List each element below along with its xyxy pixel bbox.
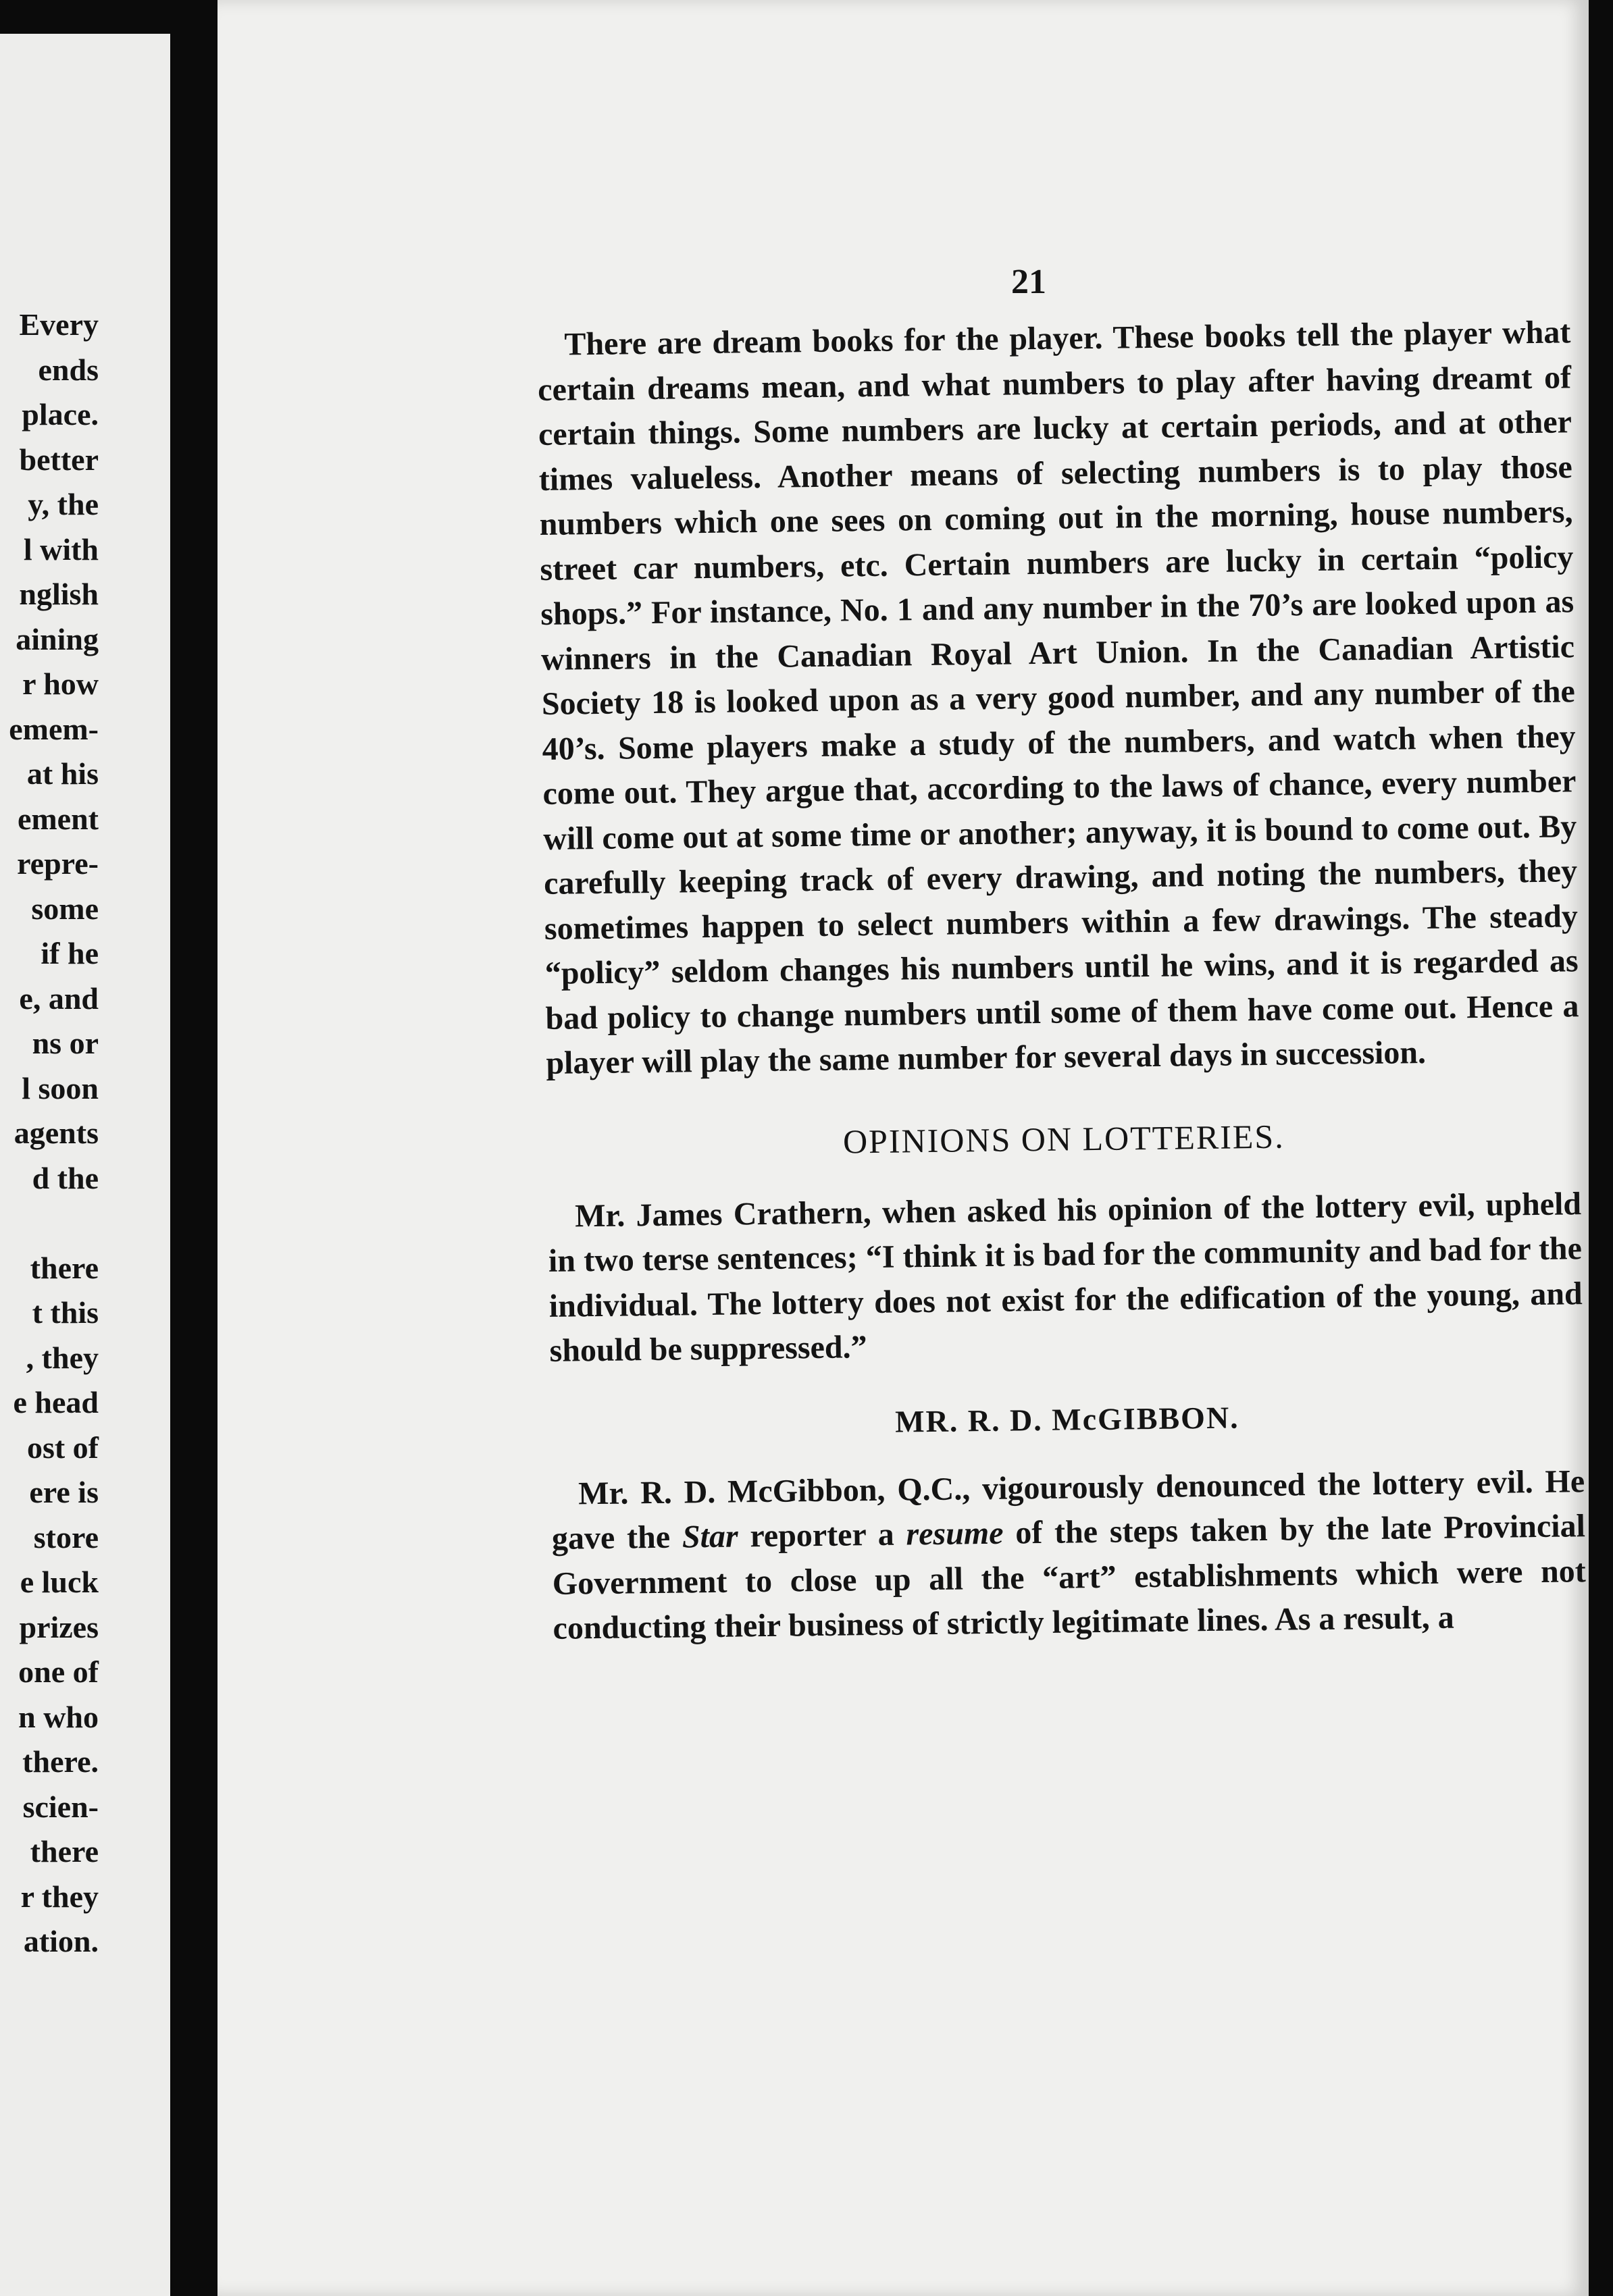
left-page-fragment: repre- xyxy=(17,846,99,881)
left-page-fragment: e luck xyxy=(20,1565,99,1599)
left-page-fragment: if he xyxy=(41,936,99,970)
left-page-fragment: y, the xyxy=(28,487,99,521)
left-page-text-fragments xyxy=(0,303,170,1964)
paragraph-3-text-2: reporter a xyxy=(738,1516,906,1555)
paragraph-dream-books: There are dream books for the player. These books tell the player what certain dreams mean, and what numbers to play after having dreamt of certain things. Some numbers are lucky at certain periods, and at other times valueless. Another means of selecting numbers is to play those numbers which one sees on coming out in the morning, house numbers, street car numbers, etc. Certain numbers are lucky in certain “policy shops.” For instance, No. 1 and any number in the 70’s are looked upon as winners in the Canadian Royal Art Union. In the Canadian Artistic Society 18 is looked upon as a very good number, and any number of the 40’s. Some players make a study of the numbers, and watch when they come out. They argue that, according to the laws of chance, every number will come out at some time or another; anyway, it is bound to come out. By carefully keeping track of every drawing, and noting the numbers, they sometimes happen to select numbers within a few drawings. The steady “policy” seldom changes his numbers until he wins, and it is regarded as bad policy to change numbers until some of them have come out. Hence a player will play the same number for several days in succession. xyxy=(537,314,1579,1081)
left-page-fragment xyxy=(0,1201,170,1246)
left-page-fragment: d the xyxy=(32,1160,99,1195)
left-page-fragment: aining xyxy=(16,621,99,656)
word-resume: resume xyxy=(906,1515,1004,1553)
left-page-fragment: there xyxy=(30,1834,99,1869)
left-page-fragment: e head xyxy=(13,1385,99,1419)
newspaper-name-star: Star xyxy=(682,1518,738,1555)
left-page-fragment: l with xyxy=(23,531,99,567)
page-number: 21 xyxy=(1011,263,1046,301)
left-page-fragment: at his xyxy=(26,756,99,791)
page-body xyxy=(537,310,1587,1651)
left-page-fragment: place. xyxy=(22,397,99,432)
left-page-fragment: ere is xyxy=(29,1475,99,1509)
paragraph-crathern-opinion: Mr. James Crathern, when asked his opinion of the lottery evil, upheld in two terse sentences; “I think it is bad for the community and bad for the individual. The lottery does not exist for the edification of the young, and should be suppressed.” xyxy=(548,1185,1583,1369)
paragraph-3-text-3: of the steps taken by the late Provincial Government to close up all the “art” establishments which were not conducting their business of strictly legitimate lines. As a result, a xyxy=(552,1508,1587,1646)
left-page-fragment: r they xyxy=(20,1879,99,1914)
heading-mcgibbon: MR. R. D. McGIBBON. xyxy=(894,1399,1239,1439)
left-page-fragment: agents xyxy=(14,1116,99,1150)
left-page xyxy=(0,34,170,2296)
left-page-fragment: n who xyxy=(18,1699,99,1734)
paragraph-mcgibbon-opinion xyxy=(551,1459,1587,1652)
left-page-fragment: store xyxy=(33,1519,99,1555)
left-page-fragment: ost of xyxy=(26,1430,99,1465)
left-page-fragment: nglish xyxy=(19,577,99,611)
left-page-fragment: one of xyxy=(18,1654,99,1689)
left-page-fragment: t this xyxy=(32,1295,99,1330)
left-page-fragment: some xyxy=(31,891,99,926)
left-page-fragment: ement xyxy=(17,801,99,836)
left-page-fragment: ns or xyxy=(32,1026,99,1060)
right-page xyxy=(217,0,1589,2296)
left-page-fragment: scien- xyxy=(22,1789,99,1824)
left-page-fragment: there. xyxy=(22,1744,99,1779)
left-page-fragment: there xyxy=(30,1250,99,1285)
left-page-fragment: better xyxy=(19,442,99,477)
paragraph-3-text-1: Mr. R. D. McGibbon, Q.C., vigourously denounced the lottery evil. He gave the xyxy=(551,1463,1585,1557)
book-gutter xyxy=(170,34,217,2296)
left-page-fragment: emem- xyxy=(9,711,99,746)
left-page-fragment: , they xyxy=(26,1340,99,1375)
left-page-fragment: prizes xyxy=(19,1609,99,1644)
left-page-fragment: l soon xyxy=(22,1070,99,1105)
left-page-fragment: ends xyxy=(38,352,99,387)
scan-right-edge xyxy=(1589,0,1613,2296)
left-page-fragment: r how xyxy=(22,667,99,701)
left-page-fragment: ation. xyxy=(23,1924,99,1958)
heading-opinions-on-lotteries: OPINIONS ON LOTTERIES. xyxy=(842,1117,1285,1161)
left-page-fragment: Every xyxy=(19,307,99,342)
left-page-fragment: e, and xyxy=(19,981,99,1016)
